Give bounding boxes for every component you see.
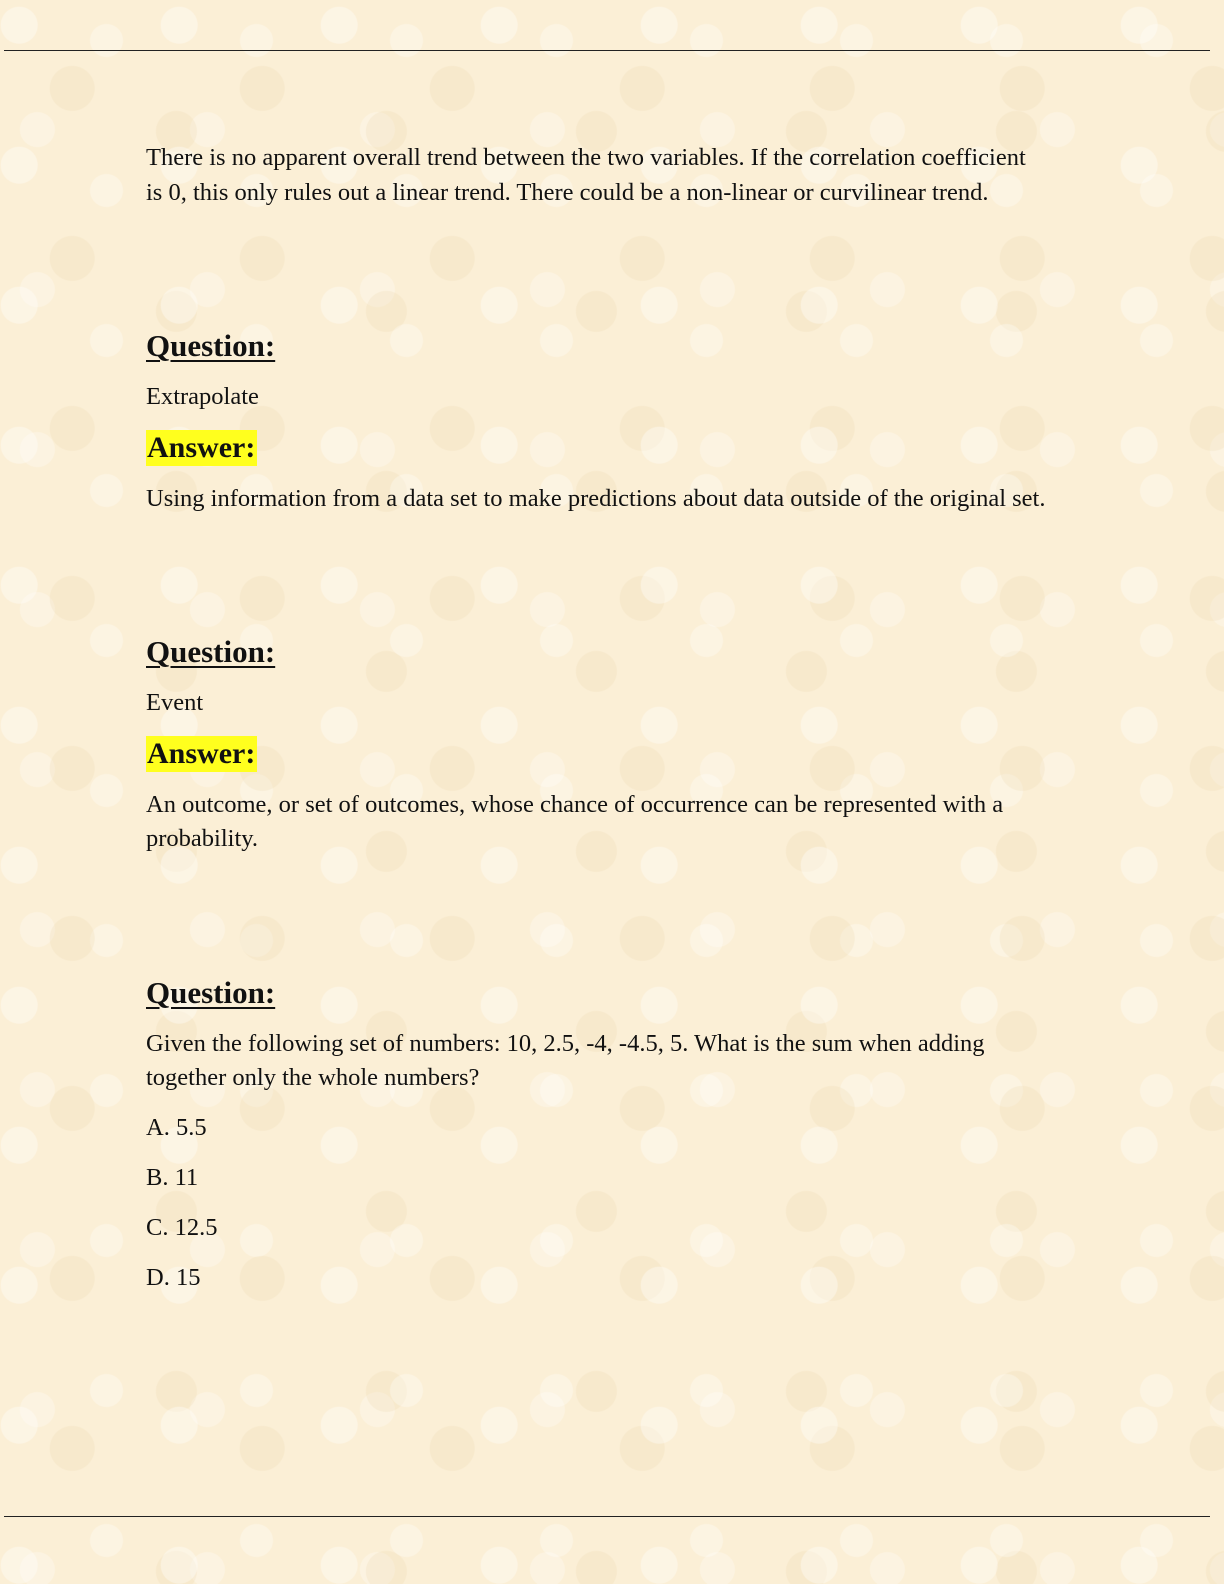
qa-block-extrapolate	[146, 326, 1046, 516]
answer-heading: Answer:	[147, 430, 256, 464]
qa-block-whole-numbers	[146, 973, 1046, 1295]
intro-paragraph: There is no apparent overall trend between the two variables. If the correlation coefficient is 0, this only rules out a linear trend. There could be a non-linear or curvilinear trend.	[146, 144, 1026, 206]
header-rule	[4, 50, 1210, 51]
footer-rule	[4, 1516, 1210, 1517]
question-text: Event	[146, 689, 204, 716]
option-d: D. 15	[146, 1263, 201, 1291]
question-heading: Question:	[146, 328, 276, 363]
page-content	[146, 141, 1046, 1310]
qa-block-event	[146, 632, 1046, 857]
answer-text: Using information from a data set to make predictions about data outside of the original set.	[146, 484, 1046, 512]
answer-heading: Answer:	[147, 736, 256, 770]
option-b: B. 11	[146, 1163, 199, 1191]
question-text: Extrapolate	[146, 383, 259, 410]
answer-text: An outcome, or set of outcomes, whose chance of occurrence can be represented with a probability.	[146, 790, 1004, 852]
answer-options	[146, 1110, 1046, 1295]
question-text: Given the following set of numbers: 10, 2.5, -4, -4.5, 5. What is the sum when adding together only the whole numbers?	[146, 1029, 985, 1091]
question-heading: Question:	[146, 974, 276, 1010]
question-heading: Question:	[146, 634, 276, 669]
option-a: A. 5.5	[146, 1113, 207, 1141]
option-c: C. 12.5	[146, 1213, 218, 1241]
